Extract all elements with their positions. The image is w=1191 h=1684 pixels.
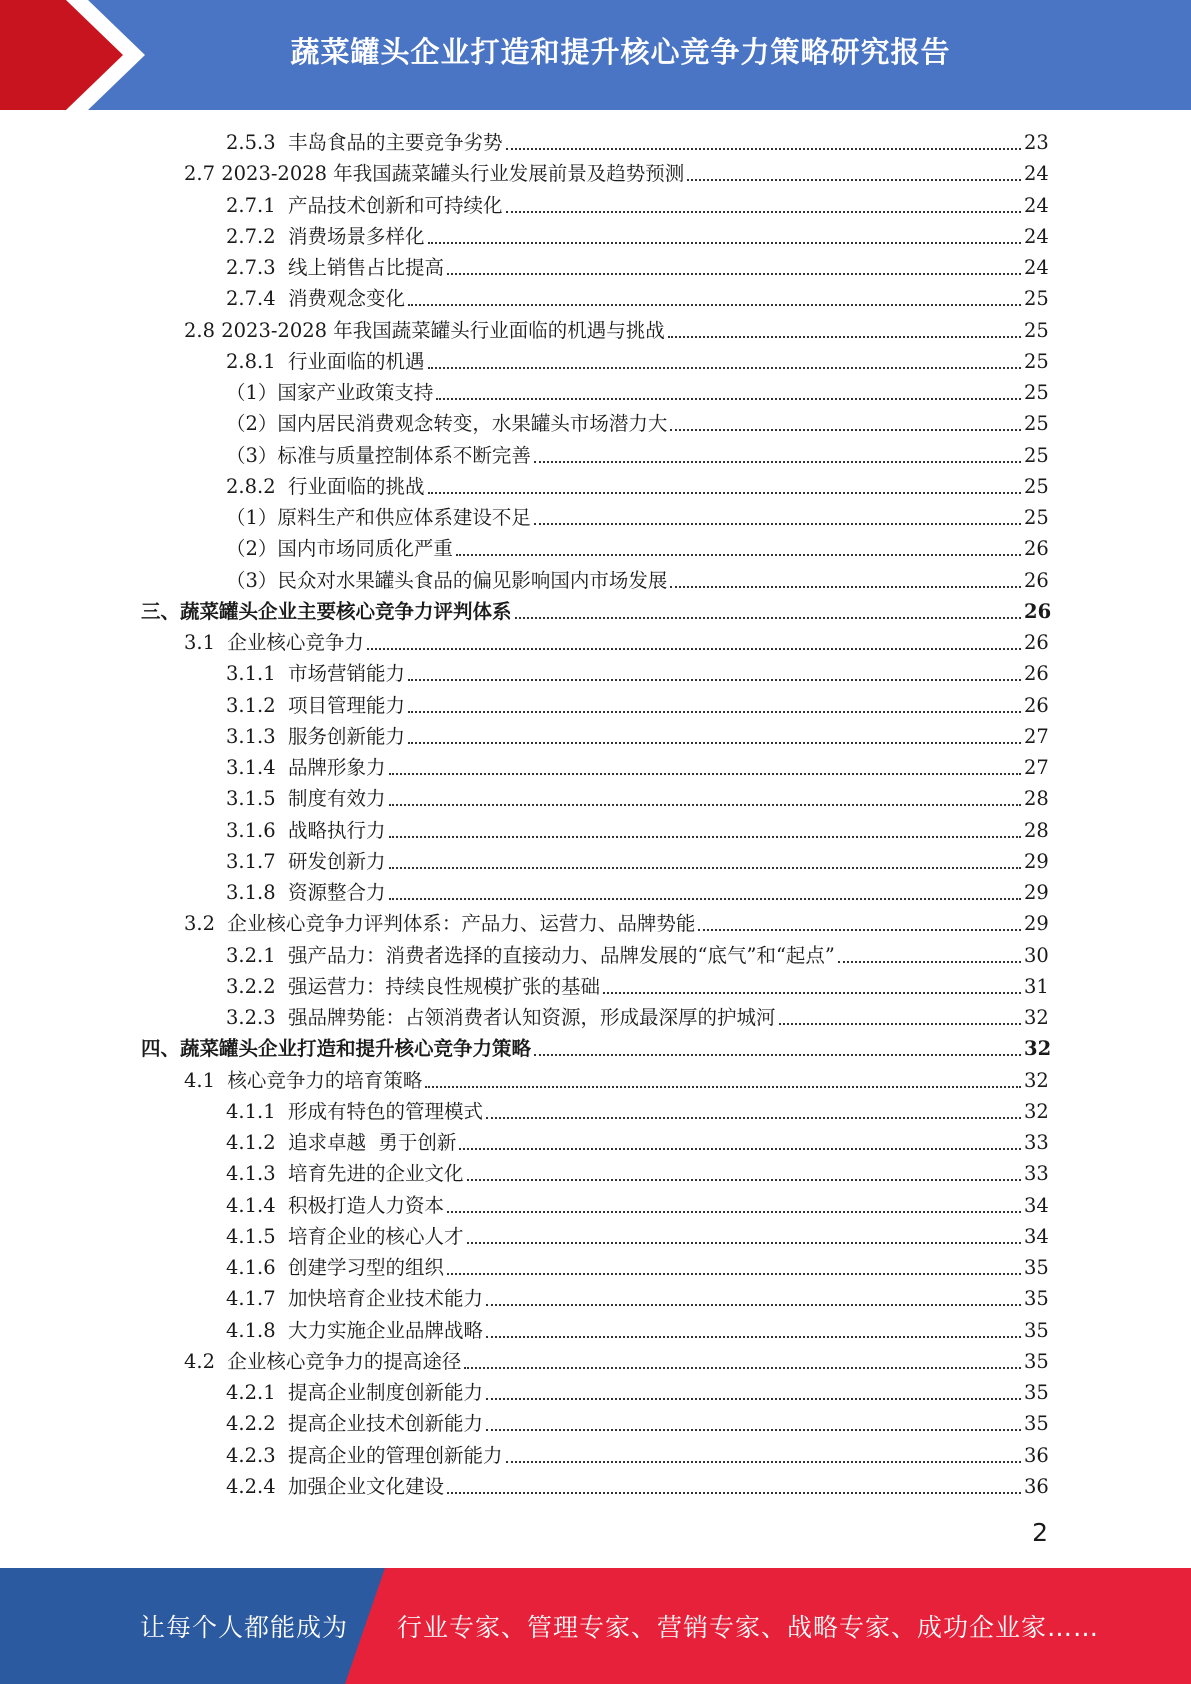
toc-entry-title: 市场营销能力	[288, 662, 406, 686]
toc-entry-page: 28	[1024, 818, 1049, 842]
toc-entry[interactable]	[0, 971, 1191, 1002]
toc-entry[interactable]	[0, 1221, 1191, 1252]
toc-dot-leader	[456, 553, 1021, 556]
toc-entry[interactable]	[0, 1033, 1191, 1064]
page-number: 2	[1032, 1518, 1048, 1547]
toc-entry-number: 4.1.5	[226, 1224, 289, 1248]
toc-entry-number: 3.1.5	[226, 787, 289, 811]
toc-entry[interactable]	[0, 127, 1191, 158]
toc-entry-number: 3.1.1	[226, 662, 289, 686]
toc-entry-number: 4.2.2	[226, 1412, 289, 1436]
toc-dot-leader	[389, 897, 1021, 900]
toc-entry-page: 27	[1024, 724, 1049, 748]
toc-entry-number: 2.8.1	[226, 349, 289, 373]
toc-entry[interactable]	[0, 877, 1191, 908]
toc-entry-title: 蔬菜罐头企业主要核心竞争力评判体系	[180, 599, 512, 623]
toc-entry[interactable]	[0, 440, 1191, 471]
toc-entry-page: 35	[1024, 1318, 1049, 1342]
toc-entry-title: 国内居民消费观念转变，水果罐头市场潜力大	[277, 412, 668, 436]
toc-entry-page: 26	[1024, 662, 1049, 686]
toc-entry-title: 线上销售占比提高	[288, 256, 445, 280]
toc-entry-title: 强产品力：消费者选择的直接动力、品牌发展的“底气”和“起点”	[288, 943, 835, 967]
toc-entry-page: 35	[1024, 1256, 1049, 1280]
toc-entry[interactable]	[0, 1471, 1191, 1502]
toc-entry-title: 民众对水果罐头食品的偏见影响国内市场发展	[277, 568, 668, 592]
toc-entry-number: 4.2	[184, 1349, 228, 1373]
toc-entry-page: 36	[1024, 1443, 1049, 1467]
toc-dot-leader	[464, 1366, 1021, 1369]
toc-entry-title: 形成有特色的管理模式	[288, 1099, 484, 1123]
toc-entry-title: 制度有效力	[288, 787, 386, 811]
toc-entry[interactable]	[0, 158, 1191, 189]
toc-entry-number: 2.7	[184, 162, 222, 186]
toc-entry-number: （1）	[226, 506, 278, 530]
toc-entry-number: 3.1.4	[226, 756, 289, 780]
toc-dot-leader	[534, 1053, 1021, 1056]
toc-entry-page: 25	[1024, 474, 1049, 498]
toc-entry[interactable]	[0, 533, 1191, 564]
toc-entry-title: 服务创新能力	[288, 724, 406, 748]
toc-entry[interactable]	[0, 815, 1191, 846]
toc-entry[interactable]	[0, 283, 1191, 314]
toc-dot-leader	[486, 1116, 1021, 1119]
toc-entry-title: 产品技术创新和可持续化	[288, 193, 503, 217]
toc-dot-leader	[467, 1241, 1021, 1244]
toc-dot-leader	[408, 678, 1021, 681]
toc-entry-page: 24	[1024, 193, 1049, 217]
toc-entry-title: 培育先进的企业文化	[288, 1162, 464, 1186]
toc-dot-leader	[486, 1335, 1021, 1338]
toc-entry-page: 32	[1024, 1068, 1049, 1092]
toc-entry[interactable]	[0, 190, 1191, 221]
toc-dot-leader	[367, 647, 1021, 650]
toc-dot-leader	[670, 585, 1021, 588]
toc-entry-title: 2023-2028 年我国蔬菜罐头行业面临的机遇与挑战	[221, 318, 665, 342]
toc-dot-leader	[428, 366, 1021, 369]
table-of-contents	[0, 127, 1191, 1502]
toc-dot-leader	[428, 241, 1021, 244]
toc-entry-number: 2.7.3	[226, 256, 289, 280]
toc-entry-page: 25	[1024, 318, 1049, 342]
toc-entry-title: 战略执行力	[288, 818, 386, 842]
toc-entry[interactable]	[0, 1283, 1191, 1314]
toc-entry-page: 34	[1024, 1193, 1049, 1217]
toc-entry-page: 28	[1024, 787, 1049, 811]
toc-entry[interactable]	[0, 1315, 1191, 1346]
toc-entry[interactable]	[0, 1127, 1191, 1158]
toc-entry[interactable]	[0, 1158, 1191, 1189]
toc-entry-page: 34	[1024, 1224, 1049, 1248]
toc-entry-title: 强品牌势能：占领消费者认知资源，形成最深厚的护城河	[288, 1006, 776, 1030]
toc-entry-page: 33	[1024, 1131, 1049, 1155]
toc-entry-title: 提高企业技术创新能力	[288, 1412, 484, 1436]
toc-entry-number: 三、	[141, 599, 181, 623]
toc-entry-title: 国家产业政策支持	[277, 381, 434, 405]
toc-dot-leader	[603, 991, 1021, 994]
toc-entry-page: 26	[1024, 537, 1049, 561]
toc-dot-leader	[486, 1428, 1021, 1431]
toc-entry-number: 2.8.2	[226, 474, 289, 498]
toc-entry-title: 品牌形象力	[288, 756, 386, 780]
toc-entry-number: 3.2.1	[226, 943, 289, 967]
toc-entry-title: 加强企业文化建设	[288, 1474, 445, 1498]
toc-dot-leader	[408, 710, 1021, 713]
toc-dot-leader	[467, 1178, 1021, 1181]
toc-entry[interactable]	[0, 346, 1191, 377]
toc-dot-leader	[486, 1397, 1021, 1400]
toc-entry[interactable]	[0, 690, 1191, 721]
toc-entry-page: 29	[1024, 849, 1049, 873]
toc-entry-page: 29	[1024, 912, 1049, 936]
toc-entry[interactable]	[0, 908, 1191, 939]
header-arrow-decoration	[0, 0, 160, 110]
toc-dot-leader	[534, 460, 1021, 463]
toc-entry-title: 2023-2028 年我国蔬菜罐头行业发展前景及趋势预测	[221, 162, 685, 186]
toc-entry-page: 30	[1024, 943, 1049, 967]
toc-dot-leader	[459, 1147, 1021, 1150]
toc-entry-page: 25	[1024, 287, 1049, 311]
toc-entry-number: （2）	[226, 537, 278, 561]
toc-entry[interactable]	[0, 1252, 1191, 1283]
toc-entry-title: 原料生产和供应体系建设不足	[277, 506, 531, 530]
toc-entry-number: 3.2.2	[226, 974, 289, 998]
toc-entry-number: 3.1	[184, 631, 228, 655]
toc-entry[interactable]	[0, 565, 1191, 596]
toc-entry-number: 3.1.6	[226, 818, 289, 842]
toc-entry-page: 24	[1024, 224, 1049, 248]
toc-entry-number: 4.1.3	[226, 1162, 289, 1186]
toc-entry-title: 强运营力：持续良性规模扩张的基础	[288, 974, 601, 998]
toc-entry-page: 26	[1024, 599, 1052, 623]
toc-dot-leader	[389, 772, 1021, 775]
toc-entry[interactable]	[0, 252, 1191, 283]
toc-entry-number: 2.7.4	[226, 287, 289, 311]
toc-entry-title: 核心竞争力的培育策略	[227, 1068, 423, 1092]
toc-dot-leader	[670, 428, 1021, 431]
toc-dot-leader	[447, 1272, 1021, 1275]
toc-entry[interactable]	[0, 1002, 1191, 1033]
toc-dot-leader	[486, 1303, 1021, 1306]
toc-entry-number: 2.8	[184, 318, 222, 342]
toc-dot-leader	[408, 741, 1021, 744]
toc-dot-leader	[668, 335, 1021, 338]
toc-entry-number: 4.1.7	[226, 1287, 289, 1311]
toc-entry[interactable]	[0, 627, 1191, 658]
toc-entry-title: 企业核心竞争力评判体系：产品力、运营力、品牌势能	[227, 912, 696, 936]
toc-entry-title: 研发创新力	[288, 849, 386, 873]
toc-entry-number: 3.1.2	[226, 693, 289, 717]
toc-dot-leader	[687, 178, 1021, 181]
toc-entry-page: 25	[1024, 443, 1049, 467]
toc-entry-title: 资源整合力	[288, 881, 386, 905]
toc-entry-number: 4.1.1	[226, 1099, 289, 1123]
toc-entry[interactable]	[0, 408, 1191, 439]
toc-entry-page: 25	[1024, 381, 1049, 405]
toc-dot-leader	[447, 1491, 1021, 1494]
toc-dot-leader	[838, 960, 1021, 963]
toc-entry-title: 企业核心竞争力的提高途径	[227, 1349, 462, 1373]
toc-dot-leader	[389, 803, 1021, 806]
footer-slogan-right: 行业专家、管理专家、营销专家、战略专家、成功企业家……	[397, 1613, 1100, 1642]
toc-dot-leader	[408, 303, 1021, 306]
toc-entry[interactable]	[0, 721, 1191, 752]
toc-entry[interactable]	[0, 221, 1191, 252]
toc-entry-number: 4.1.4	[226, 1193, 289, 1217]
toc-entry-page: 24	[1024, 162, 1049, 186]
toc-entry[interactable]	[0, 502, 1191, 533]
toc-entry[interactable]	[0, 783, 1191, 814]
toc-entry-title: 大力实施企业品牌战略	[288, 1318, 484, 1342]
toc-entry-page: 32	[1024, 1006, 1049, 1030]
toc-entry-number: 4.1.2	[226, 1131, 289, 1155]
toc-entry-number: 4.2.1	[226, 1381, 289, 1405]
toc-entry-number: 四、	[141, 1037, 181, 1061]
toc-dot-leader	[698, 928, 1021, 931]
toc-entry[interactable]	[0, 377, 1191, 408]
toc-entry-title: 蔬菜罐头企业打造和提升核心竞争力策略	[180, 1037, 532, 1061]
toc-entry-number: （2）	[226, 412, 278, 436]
toc-entry[interactable]	[0, 658, 1191, 689]
toc-entry-number: 4.1	[184, 1068, 228, 1092]
toc-entry-number: 2.5.3	[226, 131, 289, 155]
toc-dot-leader	[534, 522, 1021, 525]
toc-entry-page: 27	[1024, 756, 1049, 780]
toc-entry-title: 提高企业的管理创新能力	[288, 1443, 503, 1467]
toc-entry-title: 消费场景多样化	[288, 224, 425, 248]
toc-dot-leader	[389, 835, 1021, 838]
toc-dot-leader	[779, 1022, 1021, 1025]
toc-entry[interactable]	[0, 315, 1191, 346]
toc-dot-leader	[506, 1460, 1021, 1463]
toc-entry[interactable]	[0, 846, 1191, 877]
toc-entry-page: 26	[1024, 693, 1049, 717]
page-footer	[0, 1568, 1191, 1684]
toc-entry[interactable]	[0, 1190, 1191, 1221]
toc-entry[interactable]	[0, 596, 1191, 627]
toc-entry-title: 创建学习型的组织	[288, 1256, 445, 1280]
toc-entry-title: 丰岛食品的主要竞争劣势	[288, 131, 503, 155]
toc-entry-number: 4.2.3	[226, 1443, 289, 1467]
toc-entry-number: （3）	[226, 568, 278, 592]
toc-dot-leader	[506, 147, 1021, 150]
toc-entry-number: 3.2.3	[226, 1006, 289, 1030]
toc-entry-title: 企业核心竞争力	[227, 631, 364, 655]
toc-entry[interactable]	[0, 1065, 1191, 1096]
toc-dot-leader	[389, 866, 1021, 869]
toc-entry-title: 项目管理能力	[288, 693, 406, 717]
toc-entry-number: 3.2	[184, 912, 228, 936]
toc-entry[interactable]	[0, 1408, 1191, 1439]
toc-entry[interactable]	[0, 1377, 1191, 1408]
toc-entry[interactable]	[0, 1440, 1191, 1471]
toc-entry-page: 33	[1024, 1162, 1049, 1186]
toc-entry-title: 追求卓越 勇于创新	[288, 1131, 457, 1155]
toc-entry[interactable]	[0, 752, 1191, 783]
toc-entry-title: 加快培育企业技术能力	[288, 1287, 484, 1311]
toc-entry[interactable]	[0, 471, 1191, 502]
toc-entry-page: 35	[1024, 1412, 1049, 1436]
toc-entry-title: 消费观念变化	[288, 287, 406, 311]
toc-entry-page: 26	[1024, 568, 1049, 592]
footer-slogan-left: 让每个人都能成为	[140, 1613, 349, 1642]
toc-entry-page: 31	[1024, 974, 1049, 998]
toc-entry-title: 积极打造人力资本	[288, 1193, 445, 1217]
toc-entry-number: 3.1.7	[226, 849, 289, 873]
toc-entry-title: 行业面临的挑战	[288, 474, 425, 498]
toc-dot-leader	[515, 616, 1021, 619]
toc-entry-number: 4.1.6	[226, 1256, 289, 1280]
toc-entry-number: 3.1.3	[226, 724, 289, 748]
toc-entry-title: 行业面临的机遇	[288, 349, 425, 373]
toc-entry[interactable]	[0, 1096, 1191, 1127]
toc-dot-leader	[506, 210, 1021, 213]
toc-dot-leader	[428, 491, 1021, 494]
toc-entry-page: 35	[1024, 1349, 1049, 1373]
toc-entry-page: 23	[1024, 131, 1049, 155]
toc-entry-page: 35	[1024, 1381, 1049, 1405]
document-title: 蔬菜罐头企业打造和提升核心竞争力策略研究报告	[290, 34, 951, 69]
toc-entry-number: 4.2.4	[226, 1474, 289, 1498]
toc-entry-page: 25	[1024, 506, 1049, 530]
toc-dot-leader	[436, 397, 1021, 400]
toc-entry-number: （1）	[226, 381, 278, 405]
toc-entry-page: 36	[1024, 1474, 1049, 1498]
toc-entry-number: （3）	[226, 443, 278, 467]
toc-entry-page: 29	[1024, 881, 1049, 905]
page-header	[0, 0, 1191, 110]
toc-dot-leader	[447, 272, 1021, 275]
toc-entry-number: 2.7.1	[226, 193, 289, 217]
toc-dot-leader	[425, 1085, 1021, 1088]
toc-entry-number: 3.1.8	[226, 881, 289, 905]
toc-entry[interactable]	[0, 940, 1191, 971]
toc-entry-page: 25	[1024, 412, 1049, 436]
toc-entry-number: 4.1.8	[226, 1318, 289, 1342]
toc-entry-page: 24	[1024, 256, 1049, 280]
toc-entry-page: 32	[1024, 1099, 1049, 1123]
toc-entry-number: 2.7.2	[226, 224, 289, 248]
toc-entry-page: 32	[1024, 1037, 1052, 1061]
toc-entry-title: 培育企业的核心人才	[288, 1224, 464, 1248]
toc-entry-title: 国内市场同质化严重	[277, 537, 453, 561]
toc-entry-page: 35	[1024, 1287, 1049, 1311]
toc-entry[interactable]	[0, 1346, 1191, 1377]
toc-entry-page: 25	[1024, 349, 1049, 373]
toc-entry-page: 26	[1024, 631, 1049, 655]
toc-dot-leader	[447, 1210, 1021, 1213]
toc-entry-title: 标准与质量控制体系不断完善	[277, 443, 531, 467]
toc-entry-title: 提高企业制度创新能力	[288, 1381, 484, 1405]
